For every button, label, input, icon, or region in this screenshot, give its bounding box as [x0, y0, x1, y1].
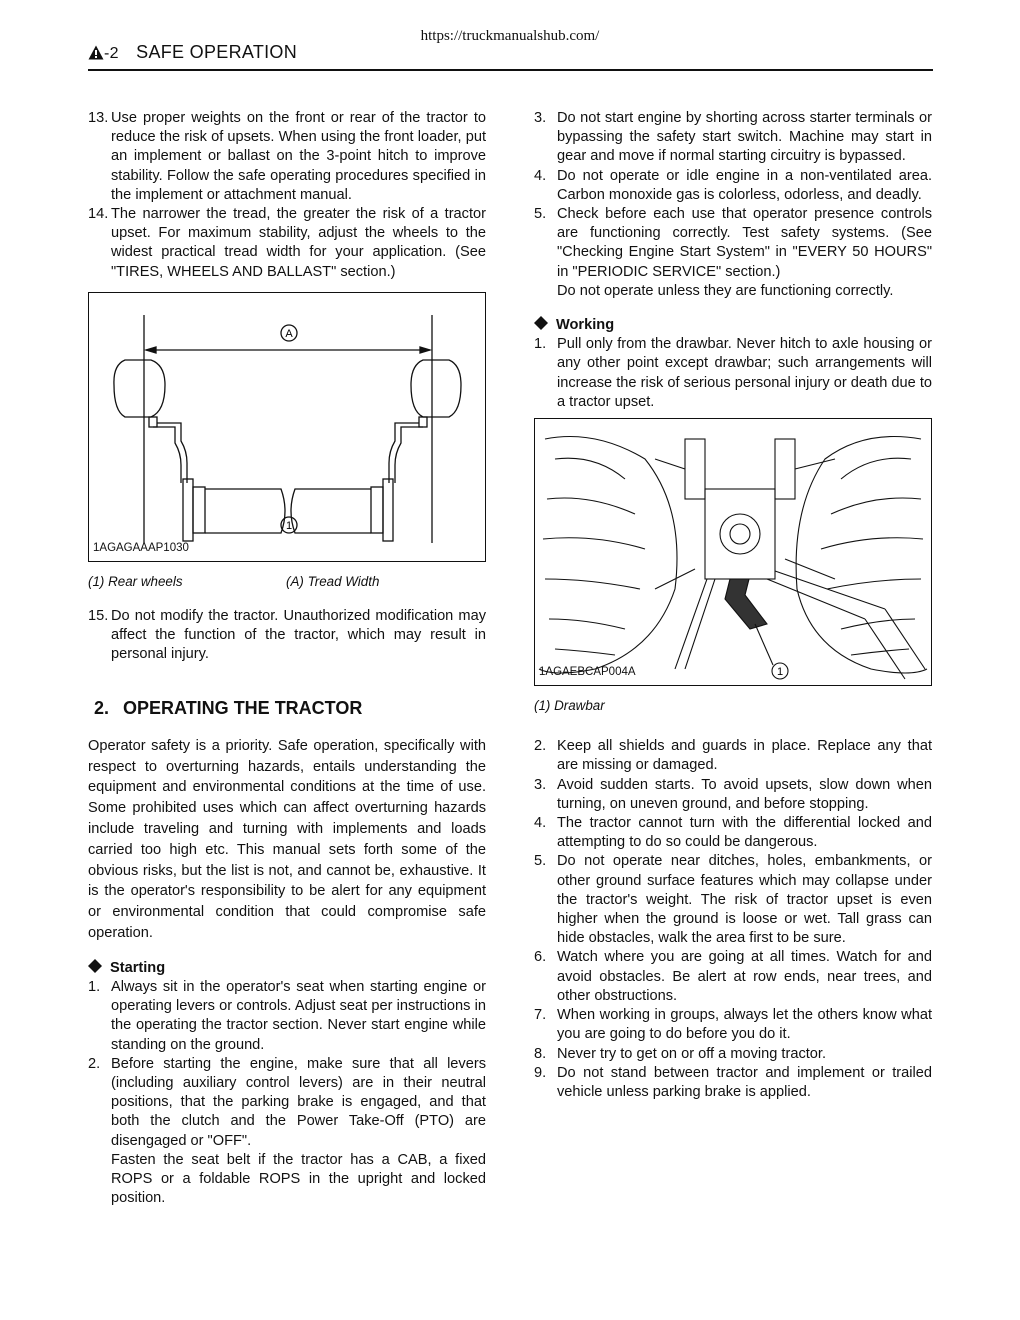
list-item: [88, 109, 486, 205]
item-text: Do not stand between tractor and implement or trailed vehicle unless parking brake is applied.: [557, 1064, 932, 1100]
item-number: 1.: [88, 979, 101, 996]
figure-caption: (1) Drawbar: [534, 698, 605, 714]
list-item: [534, 1064, 932, 1102]
item-text: When working in groups, always let the others know what you are going to do before you do it.: [557, 1007, 932, 1043]
list-item: [534, 737, 932, 775]
item-text: Do not modify the tractor. Unauthorized modification may affect the function of the tractor, which may result in personal injury.: [111, 608, 486, 663]
item-number: 6.: [534, 949, 547, 966]
item-text: The tractor cannot turn with the differential locked and attempting to do so could be dangerous.: [557, 815, 932, 851]
item-number: 2.: [88, 1055, 101, 1072]
section-heading: [94, 699, 486, 718]
item-number: 4.: [534, 167, 547, 184]
item-number: 15.: [88, 608, 109, 625]
item-number: 9.: [534, 1064, 547, 1081]
list-item: [534, 852, 932, 948]
source-url[interactable]: https://truckmanualshub.com/: [420, 28, 600, 44]
page-header: [88, 42, 297, 65]
caption-tread-width: (A) Tread Width: [286, 573, 380, 589]
list-item: [534, 776, 932, 814]
item-text: Watch where you are going at all times. Watch for and avoid obstacles. Be alert at row ends, near trees, and other obstructions.: [557, 949, 932, 1004]
item-number: 14.: [88, 206, 109, 223]
intro-paragraph: Operator safety is a priority. Safe operation, specifically with respect to overturning hazards, entails understanding the equipment and environmental conditions at the time of use. Some prohibited uses which can affect overturning hazards include traveling and turning with implements and loads carried too high etc. This manual sets forth some of the obvious risks, but the list is not, and cannot be, exhaustive. It is the operator's responsibility to be alert for any equipment or environmental condition that could compromise safe operation.: [88, 737, 486, 942]
subheading-text: Starting: [110, 959, 166, 976]
list-item: [88, 607, 486, 665]
caption-rear-wheels: (1) Rear wheels: [88, 573, 183, 589]
figure-caption: [88, 572, 486, 591]
item-extra-text: Fasten the seat belt if the tractor has a CAB, a fixed ROPS or a foldable ROPS in the upright and locked position.: [111, 1151, 486, 1207]
list-item: [534, 205, 932, 301]
item-text: Check before each use that operator presence controls are functioning correctly. Test safety systems. (See "Checking Engine Start System" in "EVERY 50 HOURS" in "PERIODIC SERVICE" section.): [557, 206, 932, 280]
list-item: [534, 948, 932, 1006]
drawbar-figure: [534, 418, 932, 686]
item-text: Use proper weights on the front or rear of the tractor to reduce the risk of upsets. When using the front loader, put an implement or ballast on the 3-point hitch to improve stability. Follow the safe operating procedures specified in the implement or attachment manual.: [111, 110, 486, 203]
item-text: Never try to get on or off a moving tractor.: [557, 1045, 827, 1062]
label-1: 1: [285, 519, 293, 532]
item-text: Do not operate near ditches, holes, embankments, or other ground surface features which may collapse under the tractor's weight. The risk of tractor upset is even higher when the ground is loose or wet. Tall grass can hide obstacles, walk the area first to be sure.: [557, 853, 932, 947]
starting-heading: [88, 959, 486, 978]
diamond-bullet-icon: [88, 959, 102, 973]
item-text: Always sit in the operator's seat when starting engine or operating levers or controls. Adjust seat per instructions in the operating the tractor section. Never start engine while standing on the ground.: [111, 979, 486, 1053]
item-number: 7.: [534, 1007, 547, 1024]
item-number: 5.: [534, 206, 547, 223]
working-heading: [534, 316, 932, 335]
section-number: 2.: [94, 697, 110, 718]
page-number: -2: [104, 45, 119, 62]
tread-width-diagram: [89, 293, 485, 561]
item-extra-text: Do not operate unless they are functioning correctly.: [557, 282, 894, 299]
section-title: OPERATING THE TRACTOR: [123, 697, 363, 718]
figure-id: 1AGAGAAAP1030: [93, 541, 189, 554]
tread-width-figure: [88, 292, 486, 562]
figure-id: 1AGAEBCAP004A: [539, 665, 636, 678]
item-number: 3.: [534, 110, 547, 126]
list-item: [534, 1006, 932, 1044]
item-number: 1.: [534, 336, 547, 353]
item-number: 8.: [534, 1045, 547, 1062]
item-text: Keep all shields and guards in place. Replace any that are missing or damaged.: [557, 738, 932, 774]
item-text: Do not start engine by shorting across starter terminals or bypassing the safety start switch. Machine may start in gear and move if normal starting circuitry is bypassed.: [557, 110, 932, 165]
item-number: 2.: [534, 738, 547, 755]
list-item: [534, 814, 932, 852]
list-item: [534, 167, 932, 205]
label-1: 1: [776, 666, 784, 679]
list-item: [88, 978, 486, 1055]
right-column: [534, 109, 932, 1102]
item-text: Avoid sudden starts. To avoid upsets, slow down when turning, on uneven ground, and before stopping.: [557, 776, 932, 812]
item-text: Pull only from the drawbar. Never hitch to axle housing or any other point except drawbar; such arrangements will increase the risk of serious personal injury or death due to a tractor upset.: [557, 336, 932, 410]
item-number: 4.: [534, 815, 547, 832]
item-text: Do not operate or idle engine in a non-ventilated area. Carbon monoxide gas is colorless, odorless, and deadly.: [557, 167, 932, 203]
list-item: [88, 1055, 486, 1209]
drawbar-diagram: [535, 419, 931, 685]
list-item: [534, 335, 932, 412]
left-column: [88, 109, 486, 1208]
list-item: [534, 109, 932, 167]
list-item: [534, 1045, 932, 1064]
item-number: 3.: [534, 776, 547, 793]
warning-icon: [88, 44, 104, 65]
subheading-text: Working: [556, 317, 615, 334]
page-title: SAFE OPERATION: [136, 42, 298, 62]
label-a: A: [285, 327, 293, 340]
diamond-bullet-icon: [534, 316, 548, 330]
item-number: 5.: [534, 853, 547, 870]
item-text: Before starting the engine, make sure that all levers (including auxiliary control levers) are in their neutral positions, that the parking brake is engaged, and that both the clutch and the Power Take-Off (PTO) are disengaged or "OFF".: [111, 1055, 486, 1149]
list-item: [88, 205, 486, 282]
item-text: The narrower the tread, the greater the risk of a tractor upset. For maximum stability, adjust the wheels to the widest practical tread width for your application. (See "TIRES, WHEELS AND BALLAST" section.): [111, 206, 486, 280]
item-number: 13.: [88, 110, 109, 126]
header-rule: [88, 69, 933, 71]
